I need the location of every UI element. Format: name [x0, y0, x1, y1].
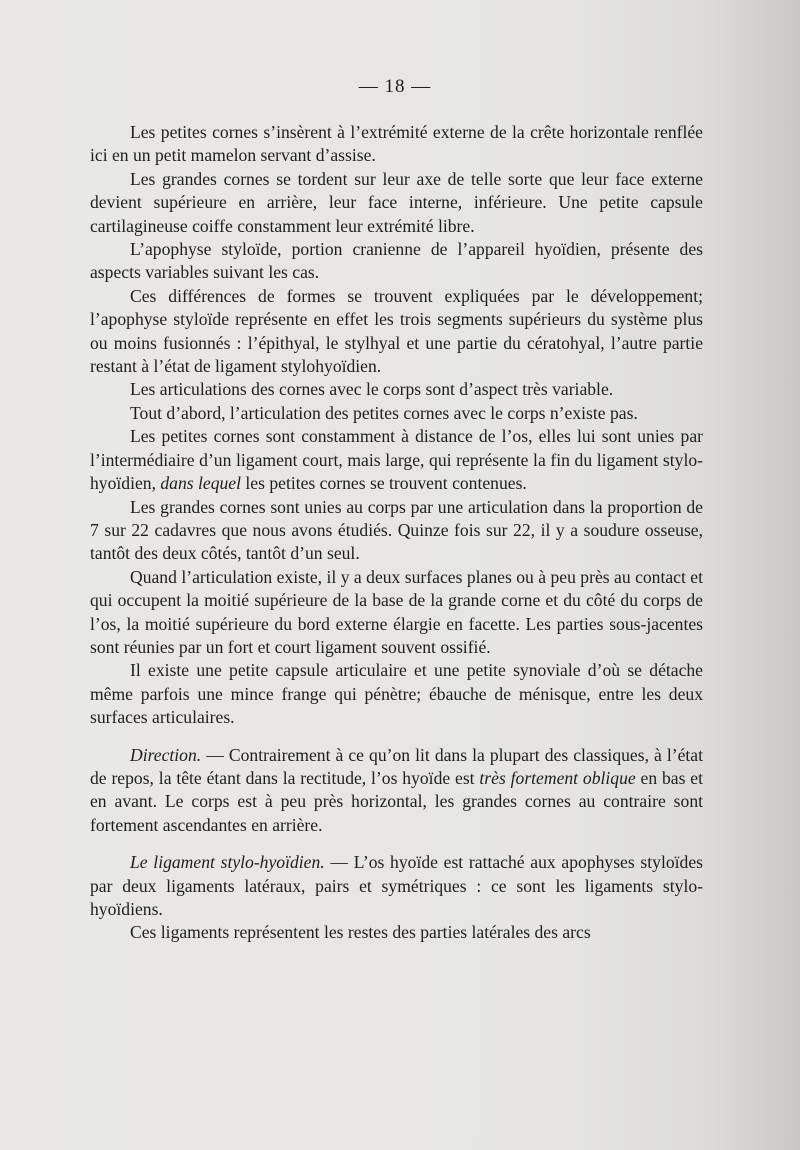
text-run: Les petites cornes sont constamment à distance de l’os, elles lui sont unies par l’intermédiaire d’un ligament court, mais large, qui représente la fin du ligament stylo-hyoïdien, — [90, 426, 703, 494]
text-run: Il existe une petite capsule articulaire et une petite synoviale d’où se détache même parfois une mince frange qui pénètre; ébauche de ménisque, entre les deux surfaces articulaires. — [90, 660, 703, 728]
text-run: Ces différences de formes se trouvent expliquées par le développement; l’apophyse styloïde représente en effet les trois segments supérieurs du système plus ou moins fusionnés : l’épithyal, le stylhyal et une partie du cératohyal, l’autre partie restant à l’état de ligament stylohyoïdien. — [90, 285, 703, 377]
text-run: Les grandes cornes sont unies au corps par une articulation dans la proportion de 7 sur 22 cadavres que nous avons étudiés. Quinze fois sur 22, il y a soudure osseuse, tantôt des deux côtés, tantôt d’un seul. — [90, 496, 703, 564]
paragraph — [90, 285, 703, 379]
paragraph — [90, 566, 703, 660]
page-number: — 18 — — [358, 76, 432, 97]
text-run: les petites cornes se trouvent contenues. — [241, 473, 527, 494]
text-run: Les petites cornes s’insèrent à l’extrémité externe de la crête horizontale renflée ici en un petit mamelon servant d’assise. — [90, 122, 703, 166]
text-run: Les grandes cornes se tordent sur leur axe de telle sorte que leur face externe devient supérieure en arrière, leur face interne, inférieure. Une petite capsule cartilagineuse coiffe constamment leur extrémité libre. — [90, 168, 703, 236]
paragraph — [90, 121, 703, 168]
text-run: Quand l’articulation existe, il y a deux surfaces planes ou à peu près au contact et qui occupent la moitié supérieure de la base de la grande corne et du côté du corps de l’os, la moitié supérieure du bord externe élargie en facette. Les parties sous-jacentes sont réunies par un fort et court ligament souvent ossifié. — [90, 566, 703, 657]
text-run: Tout d’abord, l’articulation des petites cornes avec le corps n’existe pas. — [130, 402, 638, 423]
section-heading: Le ligament stylo-hyoïdien. — [130, 852, 325, 873]
paragraph-direction — [90, 744, 703, 838]
paragraph — [90, 168, 703, 238]
paragraph — [90, 378, 703, 401]
paragraph-ligament — [90, 851, 703, 921]
text-run: — L’os hyoïde est rattaché aux apophyses styloïdes par deux ligaments latéraux, pairs et symétriques : ce sont les ligaments stylo-hyoïdiens. — [90, 852, 703, 919]
text-run: L’apophyse styloïde, portion cranienne de l’appareil hyoïdien, présente des aspects variables suivant les cas. — [90, 239, 703, 283]
paragraph — [90, 921, 703, 944]
paragraph — [90, 238, 703, 285]
body-text — [90, 121, 703, 945]
paragraph — [90, 402, 703, 425]
paragraph — [90, 496, 703, 566]
text-run: Les articulations des cornes avec le corps sont d’aspect très variable. — [130, 379, 614, 400]
italic-run: très fortement oblique — [479, 767, 636, 788]
section-heading: Direction. — [130, 744, 202, 765]
paragraph — [90, 425, 703, 495]
paragraph — [90, 659, 703, 729]
text-run: Ces ligaments représentent les restes des parties latérales des arcs — [130, 922, 591, 943]
text-run: — Contrairement à ce qu’on lit dans la plupart des classiques, à l’état de repos, la tête étant dans la rectitude, l’os hyoïde est — [90, 744, 703, 788]
text-run: en bas et en avant. Le corps est à peu près horizontal, les grandes cornes au contraire sont fortement ascendantes en arrière. — [90, 767, 703, 835]
italic-run: dans lequel — [160, 473, 241, 494]
